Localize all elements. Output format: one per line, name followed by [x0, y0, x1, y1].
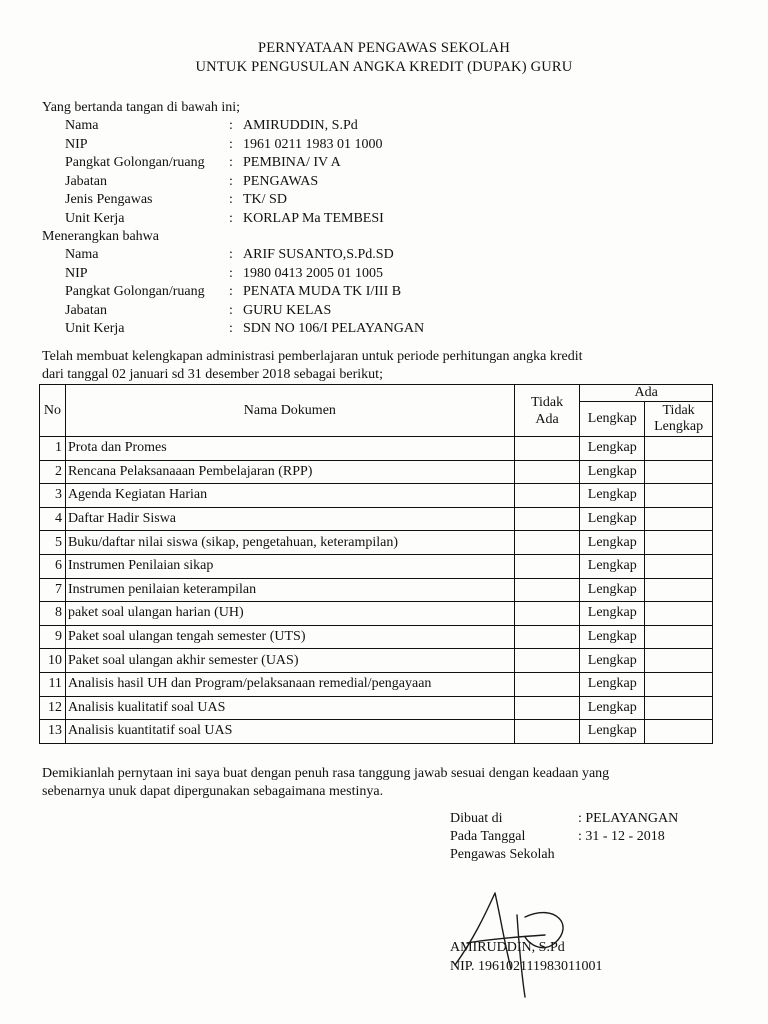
- row-tidak-ada: [514, 460, 580, 484]
- row-tidak-ada: [514, 531, 580, 555]
- explains-label: Menerangkan bahwa: [42, 229, 160, 244]
- table-row: [40, 507, 713, 531]
- table-row: [40, 460, 713, 484]
- header-tidak-ada: [514, 385, 580, 437]
- row-number: 10: [40, 649, 66, 673]
- row-number: 6: [40, 554, 66, 578]
- field-colon: :: [229, 284, 233, 300]
- row-tidak-lengkap: [645, 554, 713, 578]
- field-label: Jabatan: [65, 302, 107, 318]
- statement-line-2: dari tanggal 02 januari sd 31 desember 2018 sebagai berikut;: [42, 367, 383, 382]
- signer-name: AMIRUDDIN, S.Pd: [450, 940, 565, 955]
- field-colon: :: [229, 265, 233, 281]
- field-value: AMIRUDDIN, S.Pd: [243, 118, 358, 133]
- supervisor-field-row: [65, 136, 384, 155]
- row-number: 4: [40, 507, 66, 531]
- table-row: [40, 484, 713, 508]
- field-colon: :: [229, 136, 233, 152]
- statement-line-1: Telah membuat kelengkapan administrasi pemberlajaran untuk periode perhitungan angka kredit: [42, 349, 583, 364]
- row-tidak-lengkap: [645, 720, 713, 744]
- table-row: [40, 554, 713, 578]
- field-label: Pangkat Golongan/ruang: [65, 155, 205, 171]
- supervisor-field-row: [65, 154, 384, 173]
- field-colon: :: [229, 210, 233, 226]
- field-label: Pangkat Golongan/ruang: [65, 284, 205, 300]
- place-value: : PELAYANGAN: [578, 811, 679, 826]
- field-colon: :: [229, 321, 233, 337]
- teacher-field-row: [65, 320, 424, 339]
- table-row: [40, 649, 713, 673]
- field-value: 1980 0413 2005 01 1005: [243, 265, 383, 281]
- closing-line-1: Demikianlah pernytaan ini saya buat dengan penuh rasa tanggung jawab sesuai dengan keadaan yang: [42, 766, 610, 781]
- field-colon: :: [229, 173, 233, 189]
- row-tidak-ada: [514, 672, 580, 696]
- row-number: 11: [40, 672, 66, 696]
- row-tidak-lengkap: [645, 507, 713, 531]
- row-lengkap: Lengkap: [580, 649, 645, 673]
- intro-label: Yang bertanda tangan di bawah ini;: [42, 100, 241, 115]
- row-lengkap: Lengkap: [580, 460, 645, 484]
- table-row: [40, 531, 713, 555]
- row-document-name: Prota dan Promes: [65, 437, 514, 461]
- signer-nip: NIP. 196102111983011001: [450, 959, 603, 974]
- field-label: Nama: [65, 118, 99, 133]
- closing-paragraph: [42, 765, 722, 801]
- row-tidak-ada: [514, 649, 580, 673]
- closing-line-2: sebenarnya unuk dapat dipergunakan sebagaimana mestinya.: [42, 784, 384, 799]
- row-tidak-lengkap: [645, 625, 713, 649]
- field-label: Nama: [65, 247, 99, 262]
- row-document-name: Instrumen Penilaian sikap: [65, 554, 514, 578]
- header-tidak-lengkap-line-1: Tidak: [662, 403, 695, 418]
- row-document-name: Daftar Hadir Siswa: [65, 507, 514, 531]
- supervisor-field-row: [65, 173, 384, 192]
- row-document-name: paket soal ulangan harian (UH): [65, 602, 514, 626]
- date-value: : 31 - 12 - 2018: [578, 829, 665, 844]
- field-colon: :: [229, 302, 233, 318]
- signature-details: [450, 810, 678, 864]
- row-document-name: Paket soal ulangan tengah semester (UTS): [65, 625, 514, 649]
- row-tidak-lengkap: [645, 484, 713, 508]
- statement-paragraph: [42, 348, 722, 384]
- field-label: Unit Kerja: [65, 210, 125, 226]
- field-value: PEMBINA/ IV A: [243, 155, 341, 171]
- field-label: NIP: [65, 136, 88, 152]
- supervisor-field-row: [65, 117, 384, 136]
- row-document-name: Analisis kuantitatif soal UAS: [65, 720, 514, 744]
- place-label: Dibuat di: [450, 811, 503, 826]
- row-number: 7: [40, 578, 66, 602]
- document-title: PERNYATAAN PENGAWAS SEKOLAH: [257, 40, 510, 56]
- field-label: Unit Kerja: [65, 321, 125, 337]
- row-number: 3: [40, 484, 66, 508]
- field-colon: :: [229, 155, 233, 171]
- field-value: KORLAP Ma TEMBESI: [243, 210, 384, 226]
- row-lengkap: Lengkap: [580, 531, 645, 555]
- row-tidak-ada: [514, 437, 580, 461]
- header-tidak-lengkap-line-2: Lengkap: [654, 419, 704, 434]
- supervisor-field-row: [65, 191, 384, 210]
- header-tidak-lengkap: [645, 402, 713, 437]
- field-value: GURU KELAS: [243, 302, 332, 318]
- row-number: 1: [40, 437, 66, 461]
- row-tidak-ada: [514, 625, 580, 649]
- row-tidak-lengkap: [645, 649, 713, 673]
- row-tidak-lengkap: [645, 672, 713, 696]
- header-tidak-ada-line-1: Tidak: [530, 394, 564, 410]
- table-row: [40, 437, 713, 461]
- row-number: 12: [40, 696, 66, 720]
- row-lengkap: Lengkap: [580, 672, 645, 696]
- row-tidak-lengkap: [645, 696, 713, 720]
- row-document-name: Paket soal ulangan akhir semester (UAS): [65, 649, 514, 673]
- row-tidak-lengkap: [645, 602, 713, 626]
- handwritten-signature: [445, 885, 595, 1000]
- header-tidak-ada-line-2: Ada: [535, 411, 559, 427]
- field-value: TK/ SD: [243, 192, 287, 208]
- row-number: 2: [40, 460, 66, 484]
- document-checklist-table: [39, 384, 713, 744]
- teacher-fields: [65, 246, 424, 339]
- row-lengkap: Lengkap: [580, 578, 645, 602]
- row-tidak-ada: [514, 578, 580, 602]
- teacher-field-row: [65, 265, 424, 284]
- table-row: [40, 720, 713, 744]
- table-row: [40, 696, 713, 720]
- date-label: Pada Tanggal: [450, 829, 526, 844]
- row-tidak-lengkap: [645, 531, 713, 555]
- document-subtitle: UNTUK PENGUSULAN ANGKA KREDIT (DUPAK) GURU: [195, 59, 573, 75]
- field-colon: :: [229, 192, 233, 208]
- field-value: 1961 0211 1983 01 1000: [243, 136, 383, 152]
- header-ada: Ada: [580, 385, 713, 402]
- row-document-name: Buku/daftar nilai siswa (sikap, pengetahuan, keterampilan): [65, 531, 514, 555]
- row-document-name: Analisis kualitatif soal UAS: [65, 696, 514, 720]
- row-lengkap: Lengkap: [580, 484, 645, 508]
- row-lengkap: Lengkap: [580, 720, 645, 744]
- row-lengkap: Lengkap: [580, 625, 645, 649]
- field-colon: :: [229, 247, 233, 262]
- row-number: 5: [40, 531, 66, 555]
- row-document-name: Rencana Pelaksanaaan Pembelajaran (RPP): [65, 460, 514, 484]
- field-value: ARIF SUSANTO,S.Pd.SD: [243, 247, 394, 262]
- teacher-field-row: [65, 283, 424, 302]
- row-tidak-ada: [514, 696, 580, 720]
- row-tidak-ada: [514, 720, 580, 744]
- field-colon: :: [229, 118, 233, 133]
- header-lengkap: Lengkap: [580, 402, 645, 437]
- table-row: [40, 602, 713, 626]
- row-tidak-lengkap: [645, 437, 713, 461]
- signer-role: Pengawas Sekolah: [450, 847, 555, 862]
- row-document-name: Instrumen penilaian keterampilan: [65, 578, 514, 602]
- row-lengkap: Lengkap: [580, 696, 645, 720]
- row-tidak-lengkap: [645, 578, 713, 602]
- field-value: PENATA MUDA TK I/III B: [243, 284, 402, 300]
- row-lengkap: Lengkap: [580, 437, 645, 461]
- field-value: SDN NO 106/I PELAYANGAN: [243, 321, 425, 337]
- table-row: [40, 625, 713, 649]
- header-no: No: [40, 385, 66, 437]
- field-label: NIP: [65, 265, 88, 281]
- field-value: PENGAWAS: [243, 173, 319, 189]
- table-row: [40, 578, 713, 602]
- table-row: [40, 672, 713, 696]
- row-tidak-lengkap: [645, 460, 713, 484]
- row-tidak-ada: [514, 554, 580, 578]
- field-label: Jenis Pengawas: [65, 192, 153, 208]
- row-document-name: Analisis hasil UH dan Program/pelaksanaan remedial/pengayaan: [65, 672, 514, 696]
- row-number: 13: [40, 720, 66, 744]
- row-lengkap: Lengkap: [580, 602, 645, 626]
- row-tidak-ada: [514, 507, 580, 531]
- row-document-name: Agenda Kegiatan Harian: [65, 484, 514, 508]
- row-tidak-ada: [514, 602, 580, 626]
- row-number: 9: [40, 625, 66, 649]
- table-body: [40, 437, 713, 744]
- header-document-name: Nama Dokumen: [65, 385, 514, 437]
- row-lengkap: Lengkap: [580, 507, 645, 531]
- field-label: Jabatan: [65, 173, 107, 189]
- supervisor-fields: [65, 117, 384, 229]
- row-lengkap: Lengkap: [580, 554, 645, 578]
- row-tidak-ada: [514, 484, 580, 508]
- row-number: 8: [40, 602, 66, 626]
- supervisor-field-row: [65, 210, 384, 229]
- teacher-field-row: [65, 246, 424, 265]
- teacher-field-row: [65, 302, 424, 321]
